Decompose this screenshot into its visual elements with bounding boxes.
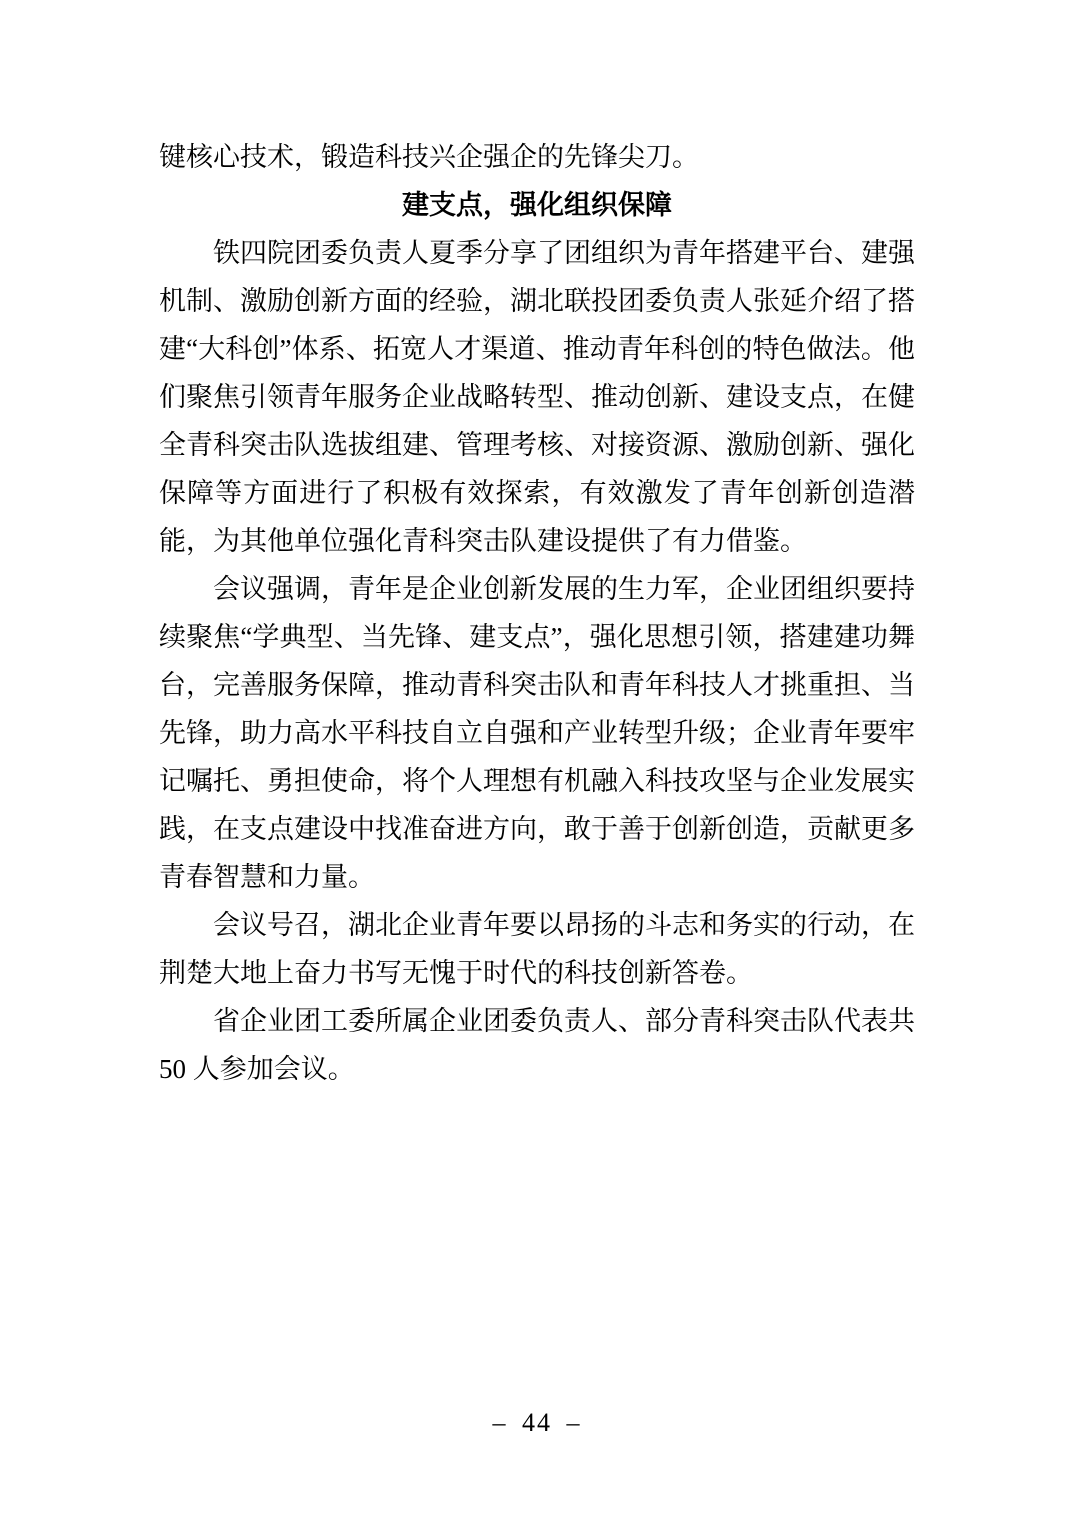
document-body [159, 133, 915, 1093]
paragraph-4: 省企业团工委所属企业团委负责人、部分青科突击队代表共 50 人参加会议。 [159, 1006, 915, 1084]
paragraph-1: 铁四院团委负责人夏季分享了团组织为青年搭建平台、建强机制、激励创新方面的经验，湖北联投团委负责人张延介绍了搭建“大科创”体系、拓宽人才渠道、推动青年科创的特色做法。他们聚焦引领青年服务企业战略转型、推动创新、建设支点，在健全青科突击队选拔组建、管理考核、对接资源、激励创新、强化保障等方面进行了积极有效探索，有效激发了青年创新创造潜能，为其他单位强化青科突击队建设提供了有力借鉴。 [159, 238, 915, 556]
page-number: – 44 – [492, 1408, 582, 1437]
paragraph-continuation: 键核心技术，锻造科技兴企强企的先锋尖刀。 [159, 142, 699, 172]
section-heading: 建支点，强化组织保障 [402, 190, 672, 220]
paragraph-3: 会议号召，湖北企业青年要以昂扬的斗志和务实的行动，在荆楚大地上奋力书写无愧于时代的科技创新答卷。 [159, 910, 915, 988]
paragraph-2: 会议强调，青年是企业创新发展的生力军，企业团组织要持续聚焦“学典型、当先锋、建支点”，强化思想引领，搭建建功舞台，完善服务保障，推动青科突击队和青年科技人才挑重担、当先锋，助力高水平科技自立自强和产业转型升级；企业青年要牢记嘱托、勇担使命，将个人理想有机融入科技攻坚与企业发展实践，在支点建设中找准奋进方向，敢于善于创新创造，贡献更多青春智慧和力量。 [159, 574, 915, 892]
